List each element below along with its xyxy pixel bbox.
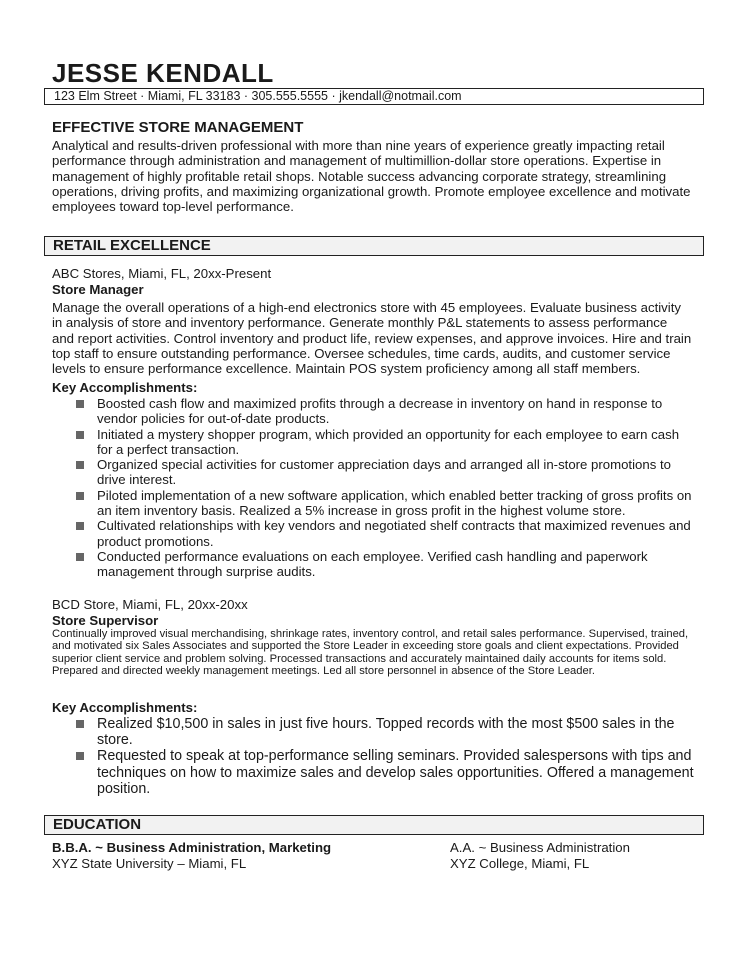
job-description: Manage the overall operations of a high-end electronics store with 45 employees. Evaluate business activity in analysis of store and inventory performance. Generate monthly P&L statements to assess performance and report activities. Control inventory and product life, review expenses, and approve invoices. Hire and train top staff to ensure outstanding performance. Oversee schedules, time cards, audits, and customer service levels to ensure performance excellence. Maintain POS system proficiency among all staff members.: [52, 300, 692, 377]
bullet-square-icon: [76, 431, 84, 439]
job-description: Continually improved visual merchandising, shrinkage rates, inventory control, and retail sales performance. Supervised, trained, and motivated six Sales Associates and supported the Store Leader in exceeding store goals and client expectations. Provided superior client service and problem solving. Processed transactions and accurately maintained daily accounts for items sold. Prepared and directed weekly management meetings. Led all store personnel in absence of the Store Leader.: [52, 628, 689, 678]
degree: B.B.A. ~ Business Administration, Marketing: [52, 840, 332, 855]
education-entry: [450, 840, 630, 872]
bullet-square-icon: [76, 400, 84, 408]
job-title: Store Manager: [52, 282, 144, 297]
bullet-square-icon: [76, 553, 84, 561]
accomplishments-list: [72, 716, 697, 797]
list-item: Conducted performance evaluations on each employee. Verified cash handling and paperwork management through surprise audits.: [72, 549, 697, 580]
school: XYZ College, Miami, FL: [450, 856, 590, 871]
accomplishments-heading: Key Accomplishments:: [52, 700, 198, 715]
bullet-square-icon: [76, 522, 84, 530]
list-item: Piloted implementation of a new software application, which enabled better tracking of gross profits on an item inventory basis. Realized a 5% increase in gross profit in the highest volume store.: [72, 488, 697, 519]
list-item: Cultivated relationships with key vendors and negotiated shelf contracts that maximized revenues and product promotions.: [72, 518, 697, 549]
job-employer: ABC Stores, Miami, FL, 20xx-Present: [52, 266, 272, 281]
list-item: Realized $10,500 in sales in just five hours. Topped records with the most $500 sales in the store.: [72, 716, 697, 748]
education-entry: [52, 840, 331, 872]
list-item: Initiated a mystery shopper program, which provided an opportunity for each employee to earn cash for a perfect transaction.: [72, 427, 697, 458]
bullet-square-icon: [76, 461, 84, 469]
bullet-square-icon: [76, 752, 84, 760]
job-title: Store Supervisor: [52, 613, 159, 628]
school: XYZ State University – Miami, FL: [52, 856, 247, 871]
accomplishments-heading: Key Accomplishments:: [52, 380, 198, 395]
accomplishments-list: [72, 396, 697, 580]
education-section-heading: EDUCATION: [44, 815, 704, 835]
job-employer: BCD Store, Miami, FL, 20xx-20xx: [52, 597, 248, 612]
experience-section-heading: RETAIL EXCELLENCE: [44, 236, 704, 256]
degree: A.A. ~ Business Administration: [450, 840, 630, 855]
list-item: Requested to speak at top-performance selling seminars. Provided salespersons with tips and techniques on how to maximize sales and develop sales opportunities. Offered a management position.: [72, 748, 697, 797]
summary-heading: EFFECTIVE STORE MANAGEMENT: [52, 119, 304, 136]
contact-info: 123 Elm Street · Miami, FL 33183 · 305.555.5555 · jkendall@notmail.com: [44, 88, 704, 105]
list-item: Boosted cash flow and maximized profits through a decrease in inventory on hand in response to vendor policies for out-of-date products.: [72, 396, 697, 427]
candidate-name: JESSE KENDALL: [52, 58, 274, 88]
bullet-square-icon: [76, 492, 84, 500]
list-item: Organized special activities for customer appreciation days and arranged all in-store promotions to drive interest.: [72, 457, 697, 488]
bullet-square-icon: [76, 720, 84, 728]
summary-text: Analytical and results-driven professional with more than nine years of experience greatly impacting retail performance through administration and management of multimillion-dollar store operations. Expertise in management of highly profitable retail shops. Notable success advancing corporate strategy, streamlining operations, driving profits, and maximizing organizational growth. Promote employee excellence and motivate employees toward top-level performance.: [52, 138, 691, 215]
